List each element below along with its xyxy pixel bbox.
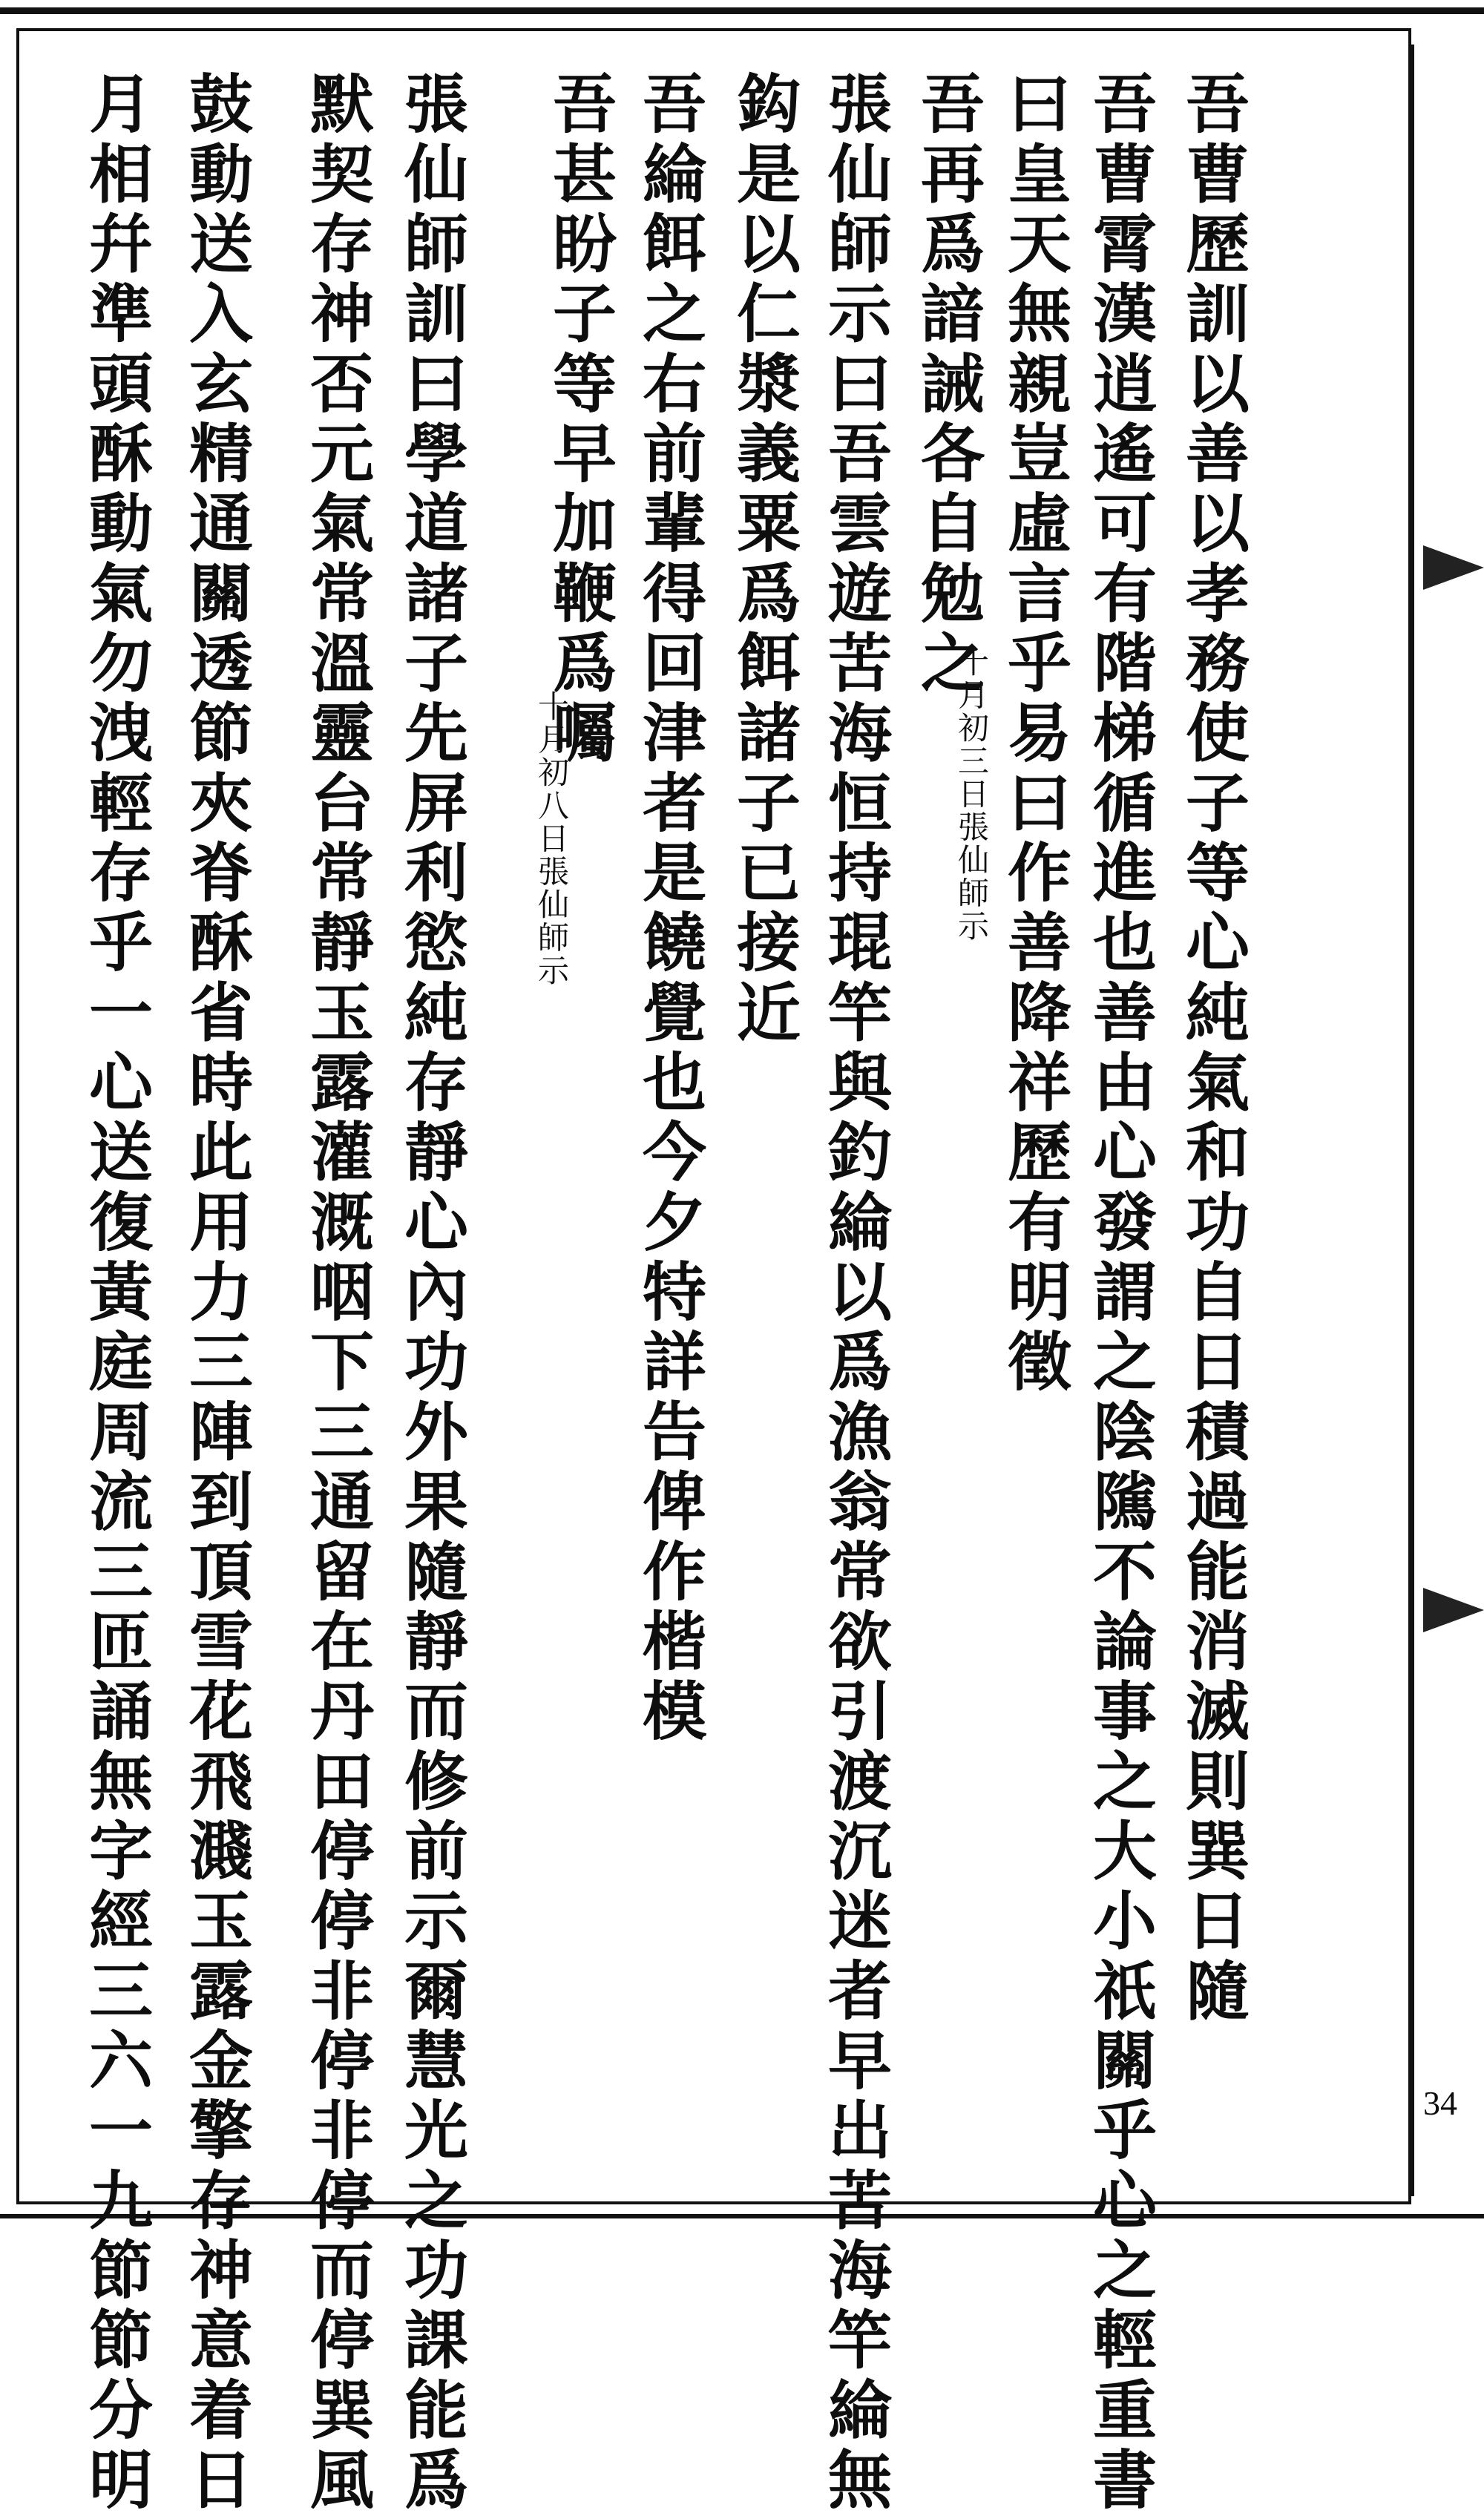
text-column: 吾曹歷訓以善以孝務使子等心純氣和功自日積過能消滅則巽日隨 — [1175, 70, 1250, 2027]
text-column: 月相幷準頭酥動氣勿洩輕存乎一心送復黃庭周流三匝誦無字經三六一九節節分明 — [78, 70, 153, 2516]
text-column: 曰皇天無親豈虛言乎易曰作善降祥歷有明徵 — [997, 70, 1071, 1399]
top-border — [0, 7, 1484, 14]
text-column: 吾綸餌之右前輩得回津者是饒覺也今夕特詳告俾作楷模 — [631, 70, 706, 1748]
margin-rule — [1411, 45, 1414, 2196]
text-column: 吾甚盼子等早加鞭爲囑 — [542, 70, 617, 769]
text-column: 鼓動送入玄精通關透節夾脊酥省時此用力三陣到頂雪花飛濺玉露金擎存神意着日 — [178, 70, 253, 2516]
date-note: 十月初八日張仙師示 — [533, 690, 570, 988]
text-column: 默契存神否元氣常溫靈台常靜玉露灌溉咽下三通留在丹田停停非停非停而停巽風 — [299, 70, 374, 2516]
text-column: 吾曹霄漢逍遙可有階梯循進也善由心發謂之陰隲不論事之大小祇關乎心之輕重書 — [1082, 70, 1157, 2516]
text-column: 張仙師訓曰學道諸子先屏利慾純存靜心內功外果隨靜而修前示爾慧光之功課能爲 — [393, 70, 468, 2516]
date-note: 十月初三日張仙師示 — [953, 646, 990, 943]
text-column: 鈎是以仁漿義粟爲餌諸子已接近 — [726, 70, 801, 1049]
page-number: 34 — [1423, 2084, 1457, 2122]
text-column: 張仙師示曰吾雲遊苦海恒持琨竿與釣綸以爲漁翁常欲引渡沉迷者早出苦海竿綸無 — [817, 70, 892, 2516]
text-column: 吾再爲諳誡各自勉之 — [910, 70, 985, 700]
margin-tab-upper — [1423, 545, 1484, 590]
margin-tab-lower — [1423, 1588, 1484, 1632]
